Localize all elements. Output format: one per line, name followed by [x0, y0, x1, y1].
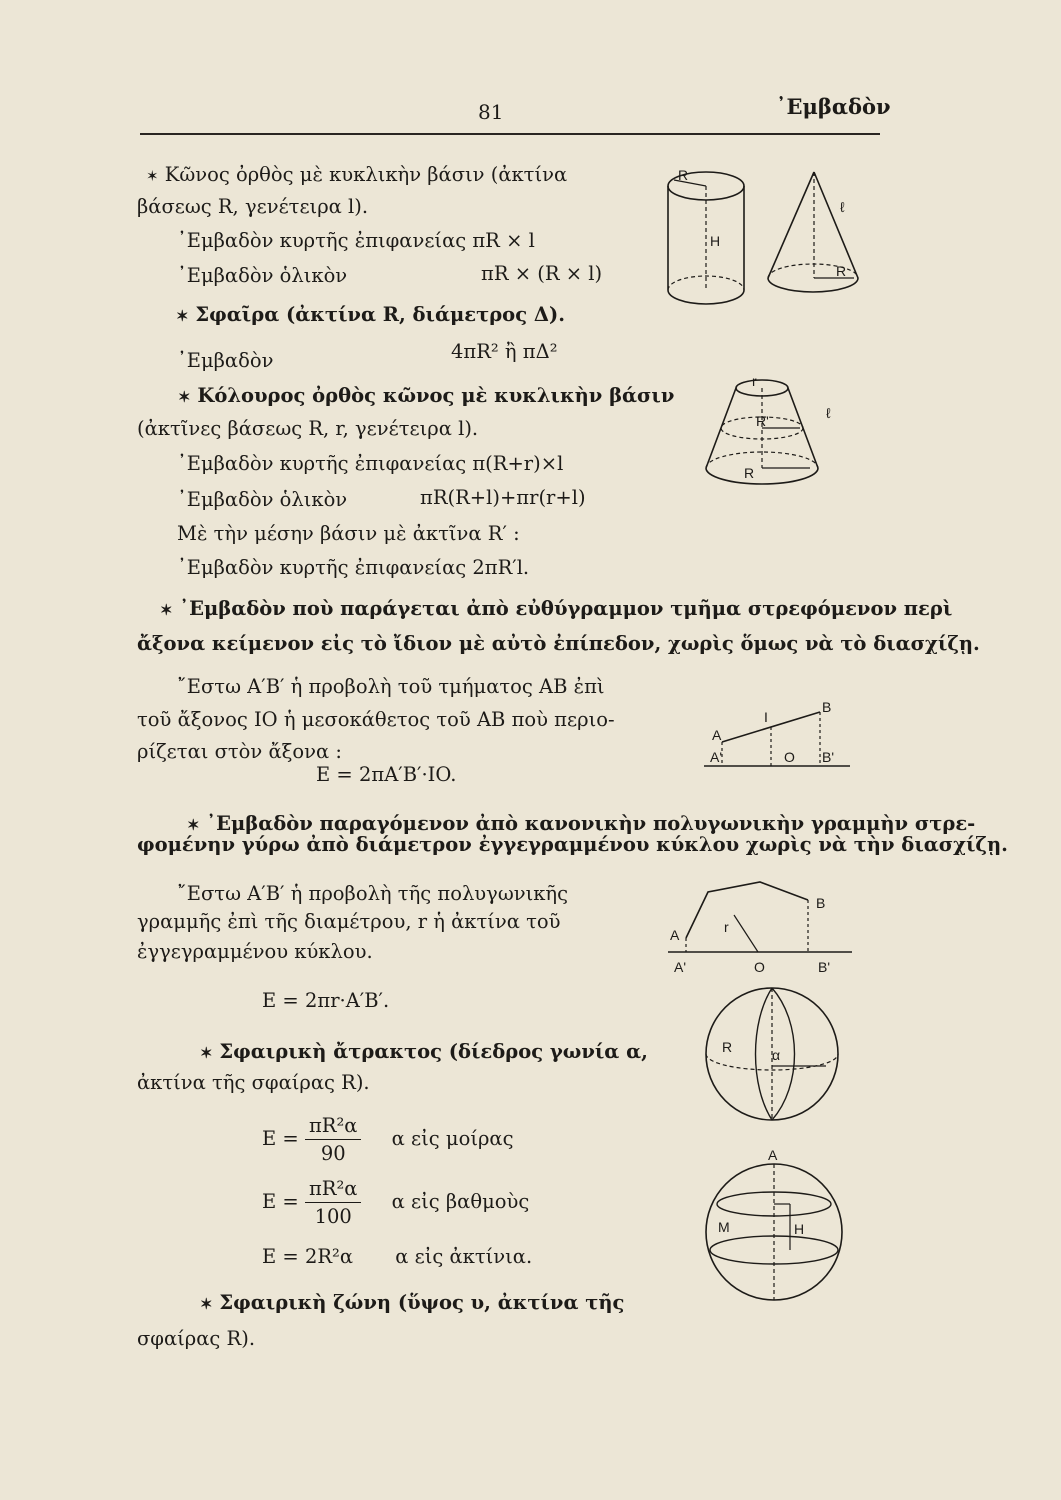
- bullet-star-icon: ✶: [176, 307, 189, 325]
- fraction: $\frac{\text{πR²α}}{90}$: [305, 1114, 361, 1165]
- frustum-total-label: ᾿Εμβαδὸν ὁλικὸν: [177, 488, 348, 511]
- bullet-star-icon: ✶: [146, 167, 159, 185]
- bullet-star-icon: ✶: [187, 816, 200, 834]
- label-r: r: [752, 373, 757, 389]
- spindle-heading-cont: ἀκτίνα τῆς σφαίρας R).: [137, 1071, 370, 1094]
- label-l: ℓ: [826, 405, 831, 421]
- spindle-formula-radians: E = 2R²α α εἰς ἀκτίνια.: [262, 1245, 533, 1268]
- cone-heading-cont: βάσεως R, γενέτειρα l).: [137, 195, 369, 218]
- frustum-heading: ✶ Κόλουρος ὀρθὸς κῶνος μὲ κυκλικὴν βάσιν: [178, 384, 675, 407]
- frustum-mid-formula: ᾿Εμβαδὸν κυρτῆς ἐπιφανείας 2πR′l.: [177, 556, 530, 579]
- segment-body-3: ρίζεται στὸν ἄξονα :: [137, 740, 342, 763]
- zone-heading: ✶ Σφαιρικὴ ζώνη (ὕψος υ, ἀκτίνα τῆς: [200, 1291, 625, 1314]
- segment-body-2: τοῦ ἄξονος ΙΟ ἡ μεσοκάθετος τοῦ AB ποὺ περιο-: [137, 708, 615, 731]
- segment-heading-2: ἄξονα κείμενον εἰς τὸ ἴδιον μὲ αὐτὸ ἐπίπεδον, χωρὶς ὅμως νὰ τὸ διασχίζῃ.: [137, 632, 980, 655]
- bullet-star-icon: ✶: [160, 601, 173, 619]
- bullet-star-icon: ✶: [178, 388, 191, 406]
- frustum-mid-intro: Μὲ τὴν μέσην βάσιν μὲ ἀκτῖνα R′ :: [177, 522, 520, 545]
- segment-heading-1: ✶ ᾿Εμβαδὸν ποὺ παράγεται ἀπὸ εὐθύγραμμον τμῆμα στρεφόμενον περὶ: [160, 597, 953, 620]
- frustum-figure: [700, 372, 850, 494]
- fraction: $\frac{\text{πR²α}}{100}$: [305, 1177, 361, 1228]
- label-A-prime: A': [674, 959, 687, 975]
- segment-formula: E = 2πA′B′·IO.: [316, 763, 457, 786]
- label-A: A: [768, 1147, 778, 1163]
- cone-figure: [762, 168, 866, 318]
- label-B: B: [822, 699, 832, 715]
- polygon-body-2: γραμμῆς ἐπὶ τῆς διαμέτρου, r ἡ ἀκτίνα τοῦ: [137, 910, 561, 933]
- spindle-figure: [690, 982, 862, 1132]
- frustum-heading-cont: (ἀκτῖνες βάσεως R, r, γενέτειρα l).: [137, 417, 479, 440]
- zone-heading-cont: σφαίρας R).: [137, 1327, 256, 1350]
- sphere-heading: ✶ Σφαῖρα (ἀκτίνα R, διάμετρος Δ).: [176, 303, 565, 326]
- segment-figure: [700, 690, 860, 778]
- label-R: R: [744, 465, 755, 481]
- bullet-star-icon: ✶: [200, 1044, 213, 1062]
- spindle-formula-grads: E = $\frac{\text{πR²α}}{100}$ α εἰς βαθμοὺς: [262, 1177, 530, 1228]
- label-H: H: [794, 1221, 805, 1237]
- label-R: R: [722, 1039, 733, 1055]
- sphere-area-formula: 4πR² ἢ πΔ²: [451, 340, 558, 363]
- label-O: O: [754, 959, 765, 975]
- sphere-area-label: ᾿Εμβαδὸν: [177, 349, 274, 372]
- label-A: A: [670, 927, 680, 943]
- polygon-heading-1: ✶ ᾿Εμβαδὸν παραγόμενον ἀπὸ κανονικὴν πολυγωνικὴν γραμμὴν στρε-: [187, 812, 976, 835]
- page-number: 81: [478, 100, 504, 124]
- label-B: B: [816, 895, 826, 911]
- label-alpha: α: [772, 1047, 781, 1063]
- label-H: H: [710, 233, 721, 249]
- label-r: r: [724, 919, 729, 935]
- polygon-body-1: ῎Εστω A′B′ ἡ προβολὴ τῆς πολυγωνικῆς: [177, 882, 569, 905]
- label-l: ℓ: [840, 199, 845, 215]
- cone-lateral: ᾿Εμβαδὸν κυρτῆς ἐπιφανείας πR × l: [177, 229, 535, 252]
- polygon-figure: [660, 860, 860, 980]
- frustum-lateral: ᾿Εμβαδὸν κυρτῆς ἐπιφανείας π(R+r)×l: [177, 452, 564, 475]
- label-B-prime: B': [822, 749, 835, 765]
- cylinder-figure: [662, 158, 758, 320]
- header-rule: [140, 133, 880, 135]
- label-M: M: [718, 1219, 730, 1235]
- label-O: O: [784, 749, 795, 765]
- label-B-prime: B': [818, 959, 831, 975]
- zone-figure: [698, 1146, 858, 1308]
- polygon-body-3: ἐγγεγραμμένου κύκλου.: [137, 940, 373, 963]
- spindle-heading: ✶ Σφαιρικὴ ἄτρακτος (δίεδρος γωνία α,: [200, 1040, 648, 1063]
- cone-total-label: ᾿Εμβαδὸν ὁλικὸν: [177, 264, 348, 287]
- cone-total-formula: πR × (R × l): [481, 262, 603, 285]
- polygon-heading-2: φομένην γύρω ἀπὸ διάμετρον ἐγγεγραμμένου κύκλου χωρὶς νὰ τὴν διασχίζῃ.: [137, 833, 1008, 856]
- label-A-prime: A': [710, 749, 723, 765]
- bullet-star-icon: ✶: [200, 1295, 213, 1313]
- frustum-total-formula: πR(R+l)+πr(r+l): [420, 486, 586, 509]
- segment-body-1: ῎Εστω A′B′ ἡ προβολὴ τοῦ τμήματος AB ἐπὶ: [177, 675, 605, 698]
- label-R-prime: R': [756, 413, 769, 429]
- label-R: R: [678, 167, 689, 183]
- label-A: A: [712, 727, 722, 743]
- label-I: I: [764, 709, 768, 725]
- cone-heading: ✶ Κῶνος ὀρθὸς μὲ κυκλικὴν βάσιν (ἀκτίνα: [146, 163, 568, 186]
- label-R: R: [836, 263, 847, 279]
- spindle-formula-degrees: E = $\frac{\text{πR²α}}{90}$ α εἰς μοίρας: [262, 1114, 514, 1165]
- page-title: ᾿Εμβαδὸν: [776, 94, 891, 119]
- polygon-formula: E = 2πr·A′B′.: [262, 989, 390, 1012]
